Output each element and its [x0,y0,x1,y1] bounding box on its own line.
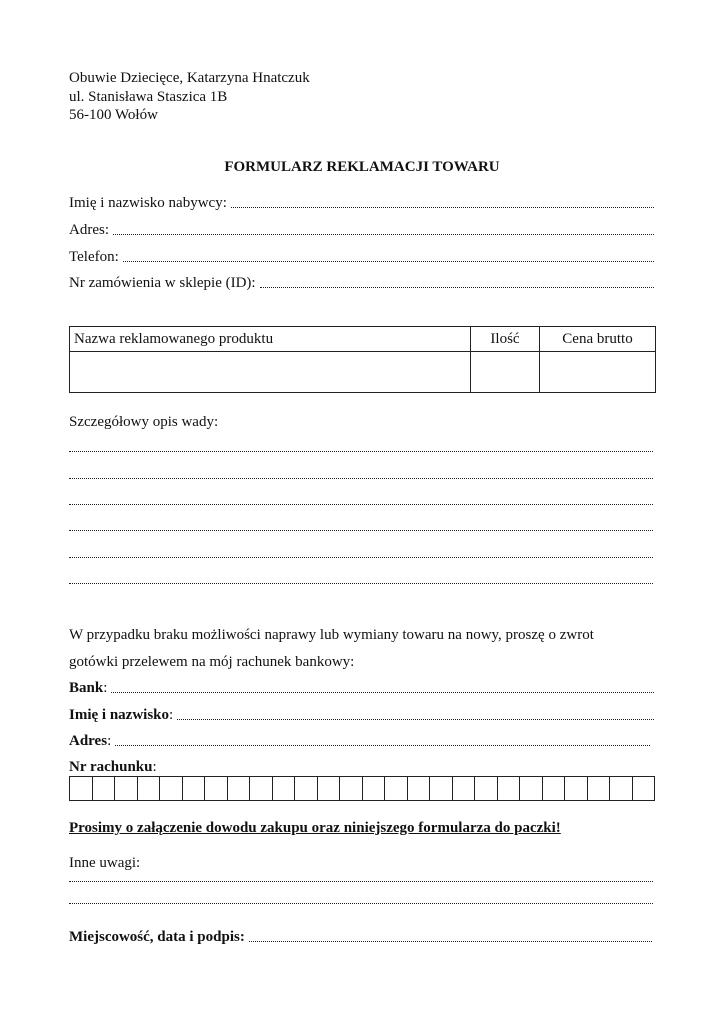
fill-line [177,718,654,720]
fill-line [111,691,654,693]
buyer-address-field[interactable] [69,220,655,240]
account-digit-box[interactable] [363,777,386,800]
defect-line[interactable] [69,503,653,505]
account-digit-box[interactable] [228,777,251,800]
order-id-field[interactable] [69,273,655,293]
account-digit-box[interactable] [205,777,228,800]
account-holder-field[interactable]: Imię i nazwisko: [69,705,655,725]
account-digit-box[interactable] [520,777,543,800]
defect-line[interactable] [69,529,653,531]
account-digit-box[interactable] [295,777,318,800]
column-product-name: Nazwa reklamowanego produktu [70,327,471,352]
remarks-line[interactable] [69,902,653,904]
account-address-field[interactable]: Adres: [69,731,651,751]
fill-line [249,940,652,942]
gross-price-cell[interactable] [540,352,656,393]
defect-line[interactable] [69,477,653,479]
account-digit-box[interactable] [250,777,273,800]
order-id-label: Nr zamówienia w sklepie (ID): [69,275,256,291]
account-digit-box[interactable] [93,777,116,800]
fill-line [123,260,654,262]
company-street: ul. Stanisława Staszica 1B [69,89,228,105]
account-digit-box[interactable] [138,777,161,800]
account-digit-box[interactable] [318,777,341,800]
attachment-notice: Prosimy o załączenie dowodu zakupu oraz niniejszego formularza do paczki! [69,820,561,836]
quantity-cell[interactable] [471,352,540,393]
form-title: FORMULARZ REKLAMACJI TOWARU [224,159,500,175]
signature-label: Miejscowość, data i podpis: [69,929,245,945]
account-digit-box[interactable] [565,777,588,800]
defect-line[interactable] [69,582,653,584]
account-digit-box[interactable] [475,777,498,800]
buyer-phone-label: Telefon: [69,249,119,265]
fill-line [231,206,654,208]
defect-line[interactable] [69,556,653,558]
bank-field[interactable]: Bank: [69,678,655,698]
defect-line[interactable] [69,450,653,452]
defect-label: Szczegółowy opis wady: [69,414,219,430]
fill-line [115,744,650,746]
refund-text-line2: gotówki przelewem na mój rachunek bankowy: [69,654,355,670]
refund-text-line1: W przypadku braku możliwości naprawy lub wymiany towaru na nowy, proszę o zwrot [69,627,594,643]
account-digit-box[interactable] [70,777,93,800]
product-table [69,326,656,393]
product-table-header [70,327,656,352]
column-quantity: Ilość [471,327,540,352]
account-digit-box[interactable] [340,777,363,800]
complaint-form-page [69,0,655,1024]
account-digit-box[interactable] [273,777,296,800]
account-digit-box[interactable] [633,777,655,800]
account-holder-label: Imię i nazwisko [69,707,170,723]
remarks-line[interactable] [69,880,653,882]
company-name: Obuwie Dziecięce, Katarzyna Hnatczuk [69,70,310,86]
product-name-cell[interactable] [70,352,471,393]
account-digit-box[interactable] [430,777,453,800]
other-remarks-label: Inne uwagi: [69,855,141,871]
account-digit-box[interactable] [588,777,611,800]
account-digit-box[interactable] [408,777,431,800]
bank-label: Bank [69,680,104,696]
table-row [70,352,656,393]
fill-line [113,233,654,235]
account-digit-box[interactable] [498,777,521,800]
company-city: 56-100 Wołów [69,107,158,123]
account-number-label: Nr rachunku [69,759,153,775]
account-address-label: Adres [69,733,108,749]
column-gross-price: Cena brutto [540,327,656,352]
account-digit-box[interactable] [610,777,633,800]
buyer-phone-field[interactable] [69,247,655,267]
buyer-name-field[interactable] [69,193,655,213]
account-digit-box[interactable] [160,777,183,800]
account-number-boxes[interactable] [69,776,655,801]
account-digit-box[interactable] [115,777,138,800]
buyer-address-label: Adres: [69,222,109,238]
account-digit-box[interactable] [543,777,566,800]
signature-field[interactable] [69,927,653,947]
fill-line [260,286,654,288]
account-digit-box[interactable] [183,777,206,800]
buyer-name-label: Imię i nazwisko nabywcy: [69,195,227,211]
account-number-label-wrap: Nr rachunku: [69,759,157,775]
account-digit-box[interactable] [453,777,476,800]
account-digit-box[interactable] [385,777,408,800]
